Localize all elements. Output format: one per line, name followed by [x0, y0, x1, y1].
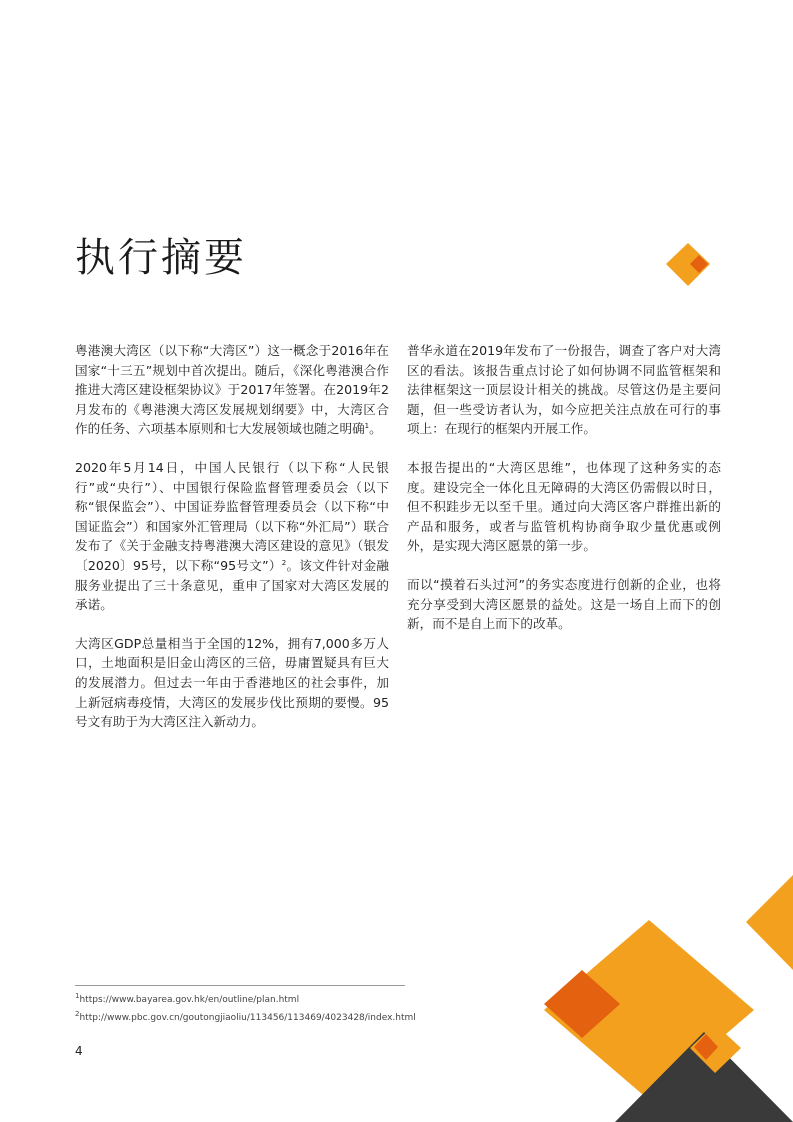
- page-number: 4: [75, 1044, 83, 1058]
- page-title: 执行摘要: [75, 235, 247, 281]
- paragraph-document-95: 2020年5月14日，中国人民银行（以下称“人民银行”或“央行”）、中国银行保险监督管理委员会（以下称“银保监会”）、中国证券监督管理委员会（以下称“中国证监会”）和国家外汇管理局（以下称“外汇局”）联合发布了《关于金融支持粤港澳大湾区建设的意见》（银发〔2020〕95号，以下称“95号文”）$^2$。该文件针对金融服务业提出了三十条意见，重申了国家对大湾区发展的承诺。: [75, 459, 390, 613]
- paragraph-pwc-report: 普华永道在2019年发布了一份报告，调查了客户对大湾区的看法。该报告重点讨论了如何协调不同监管框架和法律框架这一顶层设计相关的挑战。尽管这仍是主要问题，但一些受访者认为，如今应把关注点放在可行的事项上：在现行的框架内开展工作。: [407, 343, 721, 437]
- footnote-2: $^2$http://www.pbc.gov.cn/goutongjiaoliu/113456/113469/4023428/index.html: [75, 1010, 416, 1023]
- paragraph-innovation: 而以“摸着石头过河”的务实态度进行创新的企业，也将充分享受到大湾区愿景的益处。这是一场自上而下的创新，而不是自上而下的改革。: [407, 576, 721, 632]
- paragraph-gba-mindset: 本报告提出的“大湾区思维”，也体现了这种务实的态度。建设完全一体化且无障碍的大湾区仍需假以时日，但不积跬步无以至千里。通过向大湾区客户群推出新的产品和服务，或者与监管机构协商争取少量优惠或例外，是实现大湾区愿景的第一步。: [407, 459, 721, 554]
- paragraph-gba-intro: 粤港澳大湾区（以下称“大湾区”）这一概念于2016年在国家“十三五”规划中首次提出。随后，《深化粤港澳合作推进大湾区建设框架协议》于2017年签署。在2019年2月发布的《粤港澳大湾区发展规划纲要》中，大湾区合作的任务、六项基本原则和七大发展领域也随之明确$^1$。: [75, 343, 389, 437]
- footnote-ref-2: 2: [281, 558, 287, 567]
- footnote-ref-1: 1: [364, 422, 370, 431]
- footnote-1: $^1$https://www.bayarea.gov.hk/en/outline/plan.html: [75, 992, 300, 1005]
- corner-diamond-right-edge: [746, 875, 793, 970]
- paragraph-gba-gdp: 大湾区GDP总量相当于全国的12%，拥有7,000多万人口，土地面积是旧金山湾区的三倍，毋庸置疑具有巨大的发展潜力。但过去一年由于香港地区的社会事件，加上新冠病毒疫情，大湾区的发展步伐比预期的要慢。95号文有助于为大湾区注入新动力。: [75, 635, 389, 730]
